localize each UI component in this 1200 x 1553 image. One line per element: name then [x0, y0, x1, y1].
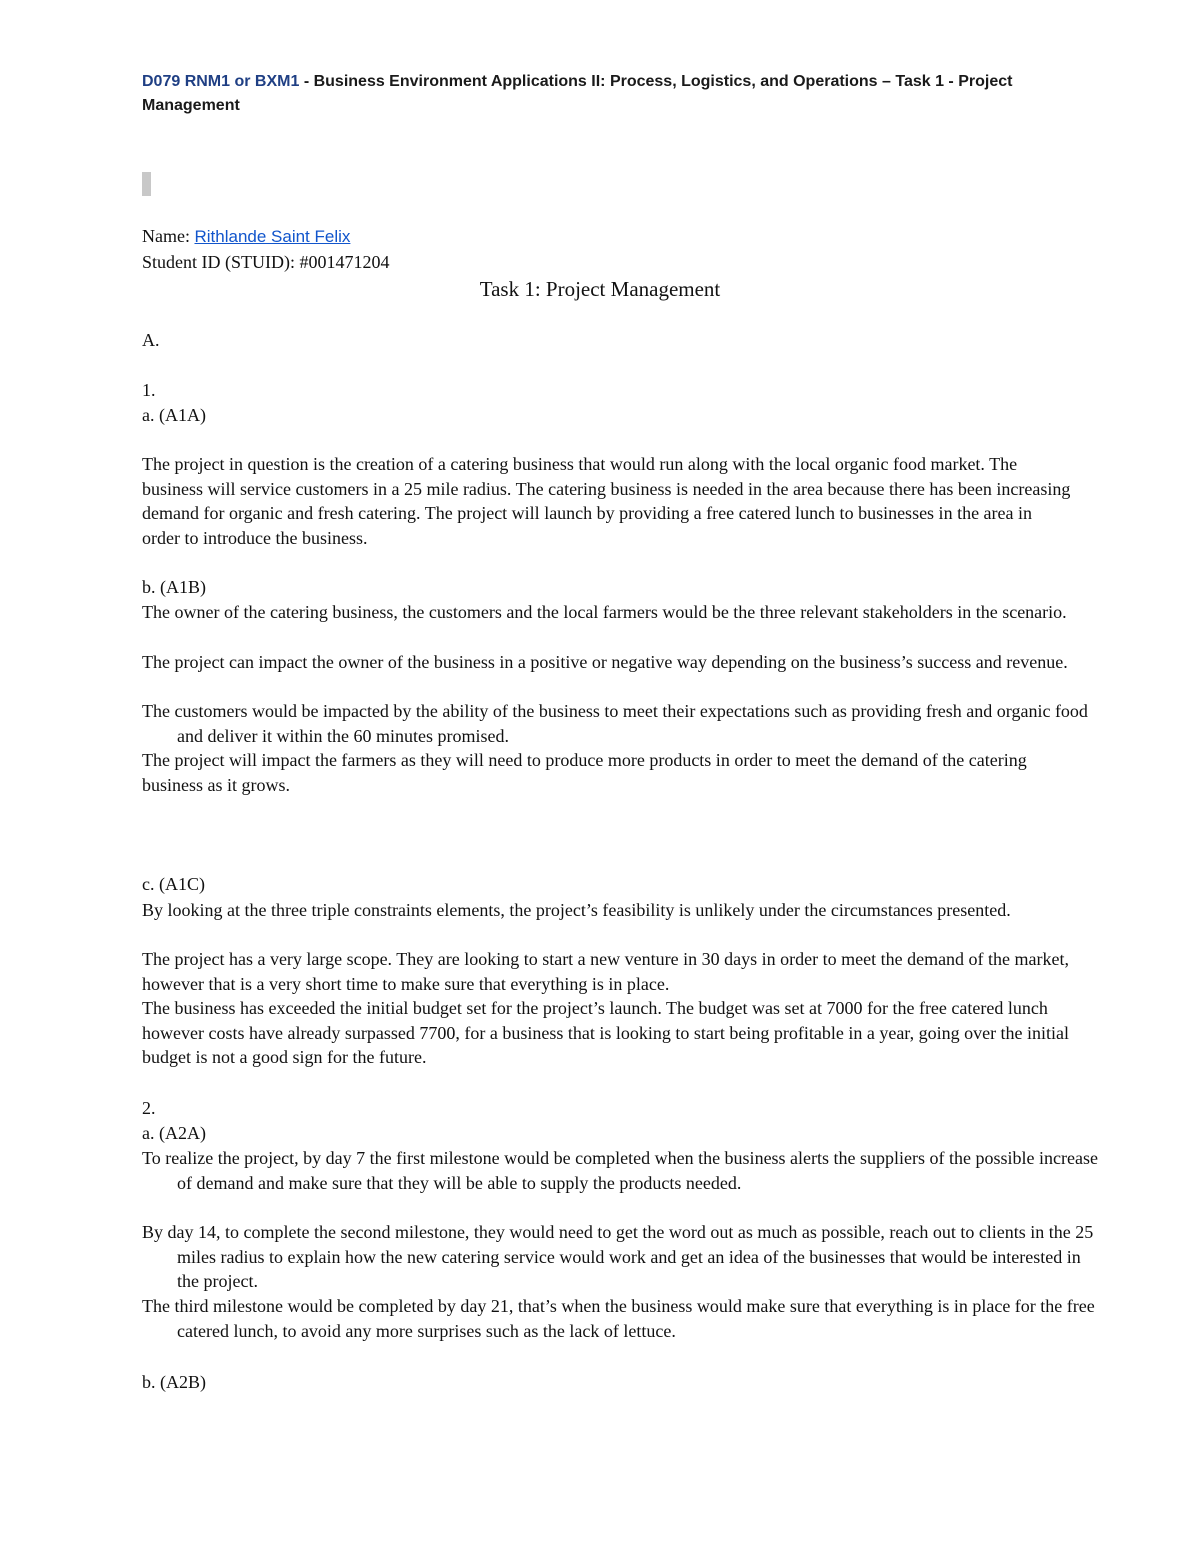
document-header	[142, 70, 1062, 118]
a1a-paragraph: The project in question is the creation of a catering business that would run along with the local organic food market. The business will service customers in a 25 mile radius. The catering business is needed in the area because there has been increasing demand for organic and fresh catering. The project will launch by providing a free catered lunch to businesses in the area in order to introduce the business.	[142, 454, 1071, 548]
a2a-milestone-2: By day 14, to complete the second milestone, they would need to get the word out as much as possible, reach out to clients in the 25 miles radius to explain how the new catering service would work and get an idea of the businesses that would be interested in the project.	[142, 1222, 1094, 1292]
section-2-label: 2.	[142, 1098, 156, 1118]
text-cursor-marker	[142, 172, 151, 196]
a1b-item-owner-impact: The project can impact the owner of the business in a positive or negative way depending on the business’s success and revenue.	[142, 652, 1068, 672]
section-1-label: 1.	[142, 380, 156, 400]
a2a-milestone-1: To realize the project, by day 7 the first milestone would be completed when the business alerts the suppliers of the possible increase of demand and make sure that they will be able to supply the products needed.	[142, 1148, 1098, 1193]
a1b-item-farmers: The project will impact the farmers as they will need to produce more products in order to meet the demand of the catering business as it grows.	[142, 750, 1027, 795]
a2a-milestone-3: The third milestone would be completed by day 21, that’s when the business would make sure that everything is in place for the free catered lunch, to avoid any more surprises such as the lack of lettuce.	[142, 1296, 1095, 1341]
a1c-label: c. (A1C)	[142, 874, 205, 894]
student-id-line: Student ID (STUID): #001471204	[142, 252, 390, 272]
task-title: Task 1: Project Management	[479, 277, 721, 301]
a1c-paragraph-budget: The business has exceeded the initial budget set for the project’s launch. The budget was set at 7000 for the free catered lunch however costs have already surpassed 7700, for a business that is looking to start being profitable in a year, going over the initial budget is not a good sign for the future.	[142, 998, 1070, 1068]
name-label: Name:	[142, 226, 195, 246]
a2b-label: b. (A2B)	[142, 1372, 206, 1392]
section-a-label: A.	[142, 330, 160, 350]
student-name-line	[142, 224, 350, 249]
a1b-item-owner: The owner of the catering business, the customers and the local farmers would be the three relevant stakeholders in the scenario.	[142, 602, 1067, 622]
a2a-label: a. (A2A)	[142, 1123, 206, 1143]
a1b-item-customers: The customers would be impacted by the ability of the business to meet their expectations such as providing fresh and organic food and deliver it within the 60 minutes promised.	[142, 701, 1088, 746]
course-title: - Business Environment Applications II: Process, Logistics, and Operations – Task 1 - Project Management	[142, 73, 1013, 114]
a1c-paragraph-scope: The project has a very large scope. They are looking to start a new venture in 30 days in order to meet the demand of the market, however that is a very short time to make sure that everything is in place.	[142, 949, 1070, 994]
a1a-label: a. (A1A)	[142, 405, 206, 425]
a1c-paragraph-feasibility: By looking at the three triple constraints elements, the project’s feasibility is unlikely under the circumstances presented.	[142, 900, 1011, 920]
course-code: D079 RNM1 or BXM1	[142, 73, 300, 90]
student-name-link[interactable]: Rithlande Saint Felix	[194, 227, 351, 246]
a1b-label: b. (A1B)	[142, 577, 206, 597]
